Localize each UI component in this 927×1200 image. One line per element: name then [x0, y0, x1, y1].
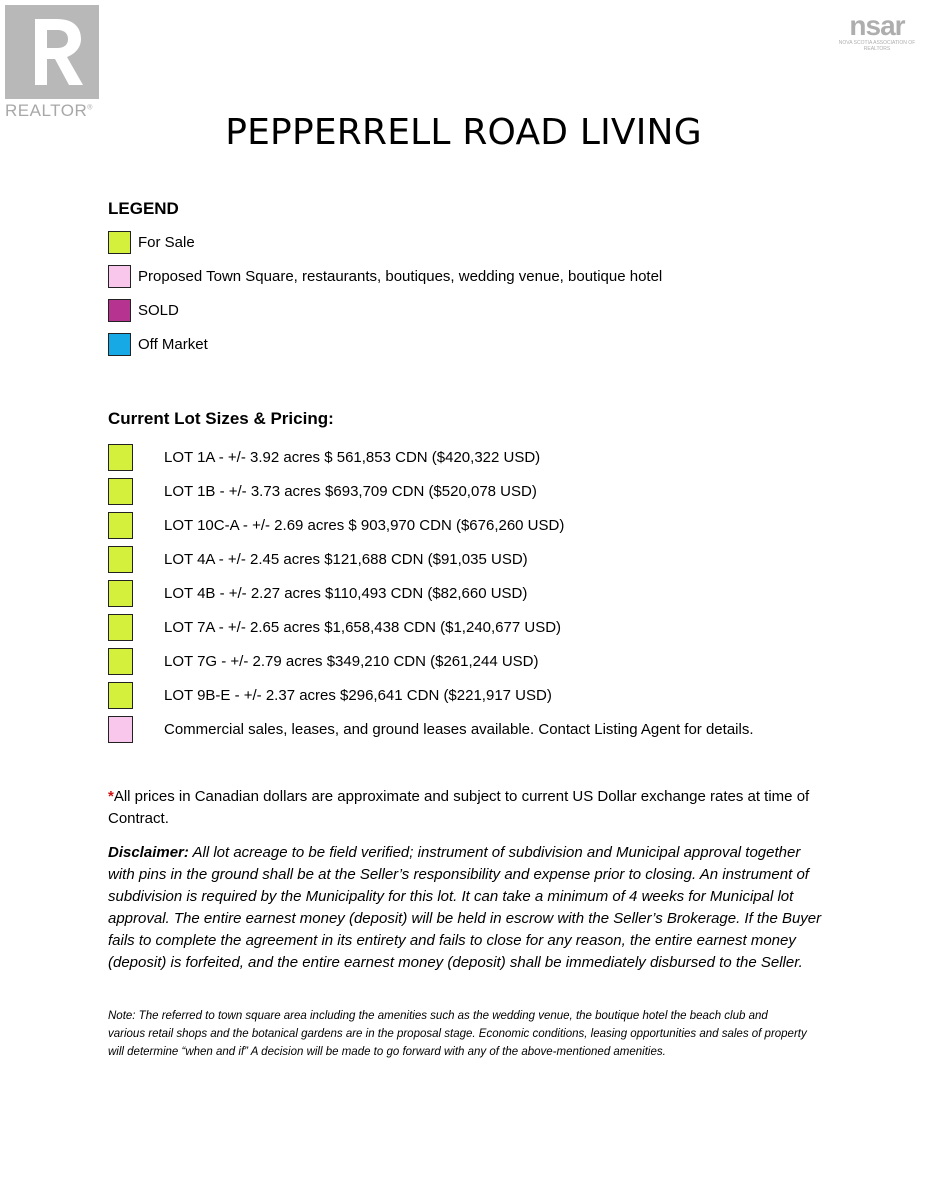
lot-swatch — [108, 682, 133, 709]
lot-label: LOT 1B - +/- 3.73 acres $693,709 CDN ($520,078 USD) — [164, 482, 537, 500]
lot-label: LOT 1A - +/- 3.92 acres $ 561,853 CDN ($420,322 USD) — [164, 448, 541, 466]
nsar-logo — [832, 12, 922, 52]
lot-row — [108, 614, 561, 640]
disclaimer-lead: Disclaimer: — [108, 844, 189, 861]
lot-label: LOT 7A - +/- 2.65 acres $1,658,438 CDN ($1,240,677 USD) — [164, 618, 562, 636]
realtor-wordmark: REALTOR® — [5, 101, 93, 120]
legend-item — [108, 263, 662, 289]
lot-row — [108, 716, 754, 742]
asterisk: * — [108, 788, 114, 805]
realtor-logo — [5, 5, 107, 121]
disclaimer-text: All lot acreage to be field verified; instrument of subdivision and Municipal approval together with pins in the ground shall be at the Seller’s responsibility and expense prior to closing. An instrument of subdivision is required by the Municipality for this lot. It can take a minimum of 4 weeks for Municipal lot approval. The entire earnest money (deposit) will be held in escrow with the Seller’s Brokerage. If the Buyer fails to complete the agreement in its entirety and fails to close for any reason, the entire earnest money (deposit) is forfeited, and the entire earnest money (deposit) shall be immediately disbursed to the Seller. — [108, 844, 822, 971]
legend-item — [108, 229, 195, 255]
legend-label: Off Market — [138, 335, 208, 353]
footnote: Note: The referred to town square area including the amenities such as the wedding venue, the boutique hotel the beach club and various retail shops and the botanical gardens are in the proposal stage. Economic conditions, leasing opportunities and sales of property will determine “when and if” A decision will be made to go forward with any of the above-mentioned amenities. — [108, 1010, 807, 1058]
lot-label: LOT 7G - +/- 2.79 acres $349,210 CDN ($261,244 USD) — [164, 652, 539, 670]
legend-swatch — [108, 231, 131, 254]
legend-label: For Sale — [138, 233, 195, 251]
nsar-logo-subtext: NOVA SCOTIA ASSOCIATION OF REALTORS — [838, 40, 916, 52]
lot-row — [108, 580, 527, 606]
lot-swatch — [108, 444, 133, 471]
legend-label: Proposed Town Square, restaurants, boutiques, wedding venue, boutique hotel — [138, 267, 663, 285]
lot-row — [108, 512, 564, 538]
legend-item — [108, 331, 208, 357]
legend-swatch — [108, 299, 131, 322]
lot-row — [108, 546, 528, 572]
page-title: PEPPERRELL ROAD LIVING — [225, 112, 702, 153]
lot-swatch — [108, 478, 133, 505]
lots-heading: Current Lot Sizes & Pricing: — [108, 409, 334, 428]
lot-label: LOT 4A - +/- 2.45 acres $121,688 CDN ($91,035 USD) — [164, 550, 528, 568]
lot-swatch — [108, 648, 133, 675]
lot-label: LOT 10C-A - +/- 2.69 acres $ 903,970 CDN ($676,260 USD) — [164, 516, 565, 534]
disclaimer — [108, 842, 823, 974]
price-note — [108, 786, 823, 830]
lot-swatch — [108, 512, 133, 539]
nsar-logo-text: nsar — [849, 10, 905, 41]
legend-swatch — [108, 265, 131, 288]
lot-row — [108, 648, 539, 674]
legend-item — [108, 297, 179, 323]
lot-label: LOT 4B - +/- 2.27 acres $110,493 CDN ($82,660 USD) — [164, 584, 528, 602]
legend-swatch — [108, 333, 131, 356]
lot-label: LOT 9B-E - +/- 2.37 acres $296,641 CDN ($221,917 USD) — [164, 686, 552, 704]
lot-swatch — [108, 614, 133, 641]
legend-label: SOLD — [138, 301, 179, 319]
lot-row — [108, 682, 552, 708]
lot-row — [108, 478, 537, 504]
legend-heading: LEGEND — [108, 199, 179, 218]
lot-row — [108, 444, 540, 470]
lot-label: Commercial sales, leases, and ground leases available. Contact Listing Agent for details. — [164, 720, 754, 738]
price-note-text: All prices in Canadian dollars are approximate and subject to current US Dollar exchange rates at time of Contract. — [108, 788, 810, 827]
lot-swatch — [108, 546, 133, 573]
lot-swatch — [108, 716, 133, 743]
realtor-r-icon — [5, 5, 99, 99]
lot-swatch — [108, 580, 133, 607]
